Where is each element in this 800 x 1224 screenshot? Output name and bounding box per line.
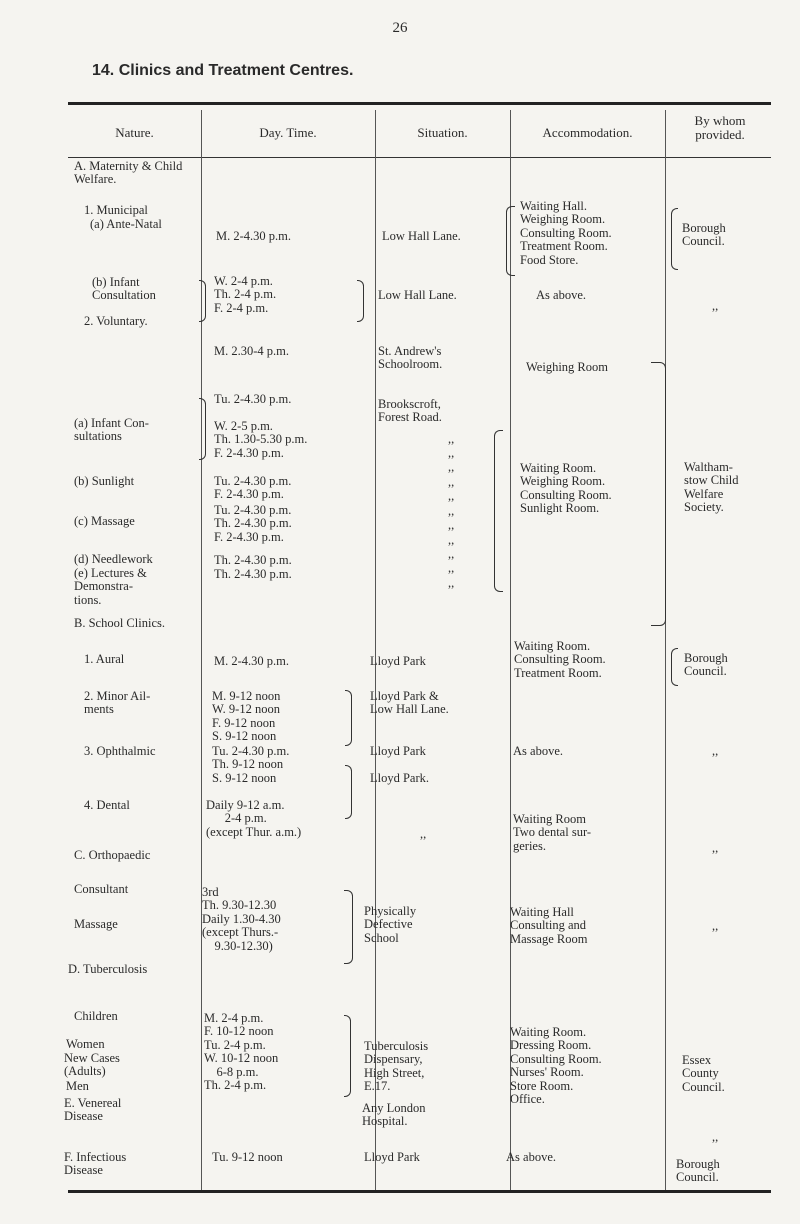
- b3-situation: Lloyd Park Lloyd Park.: [370, 744, 430, 785]
- f-accommodation: As above.: [506, 1150, 556, 1164]
- b4-label: 4. Dental: [84, 798, 130, 812]
- column-header-nature: Nature.: [115, 125, 154, 140]
- a2c-time: Tu. 2-4.30 p.m. Th. 2-4.30 p.m. F. 2-4.30 p.m.: [214, 503, 292, 544]
- brace: [506, 206, 515, 276]
- a1a-situation: Low Hall Lane.: [382, 229, 461, 243]
- b3-time: Tu. 2-4.30 p.m. Th. 9-12 noon S. 9-12 noon: [212, 744, 290, 785]
- c-situation: Physically Defective School: [364, 904, 417, 945]
- b4-time: Daily 9-12 a.m. 2-4 p.m. (except Thur. a.m.): [206, 798, 302, 839]
- a2d-time: Th. 2-4.30 p.m.: [214, 553, 292, 567]
- ditto: ,,: [448, 518, 455, 532]
- f-time: Tu. 9-12 noon: [212, 1150, 283, 1164]
- a1b-provided: ,,: [712, 299, 719, 313]
- column-divider: [665, 110, 666, 1190]
- brace: [357, 280, 364, 322]
- brace: [345, 690, 352, 746]
- brace: [199, 398, 206, 460]
- c-massage-label: Massage: [74, 917, 118, 931]
- a2-accommodation-2: Waiting Room. Weighing Room. Consulting Room. Sunlight Room.: [520, 461, 612, 516]
- d-situation: Tuberculosis Dispensary, High Street, E.17.: [364, 1039, 429, 1094]
- brace: [199, 280, 206, 322]
- a2a-label: (a) Infant Con- sultations: [74, 416, 149, 444]
- b-accommodation: Waiting Room. Consulting Room. Treatment Room.: [514, 639, 606, 680]
- b4-accommodation: Waiting Room Two dental sur- geries.: [513, 812, 592, 853]
- a2e-label: (e) Lectures & Demonstra- tions.: [74, 566, 147, 607]
- a1b-accommodation: As above.: [536, 288, 586, 302]
- ditto: ,,: [448, 475, 455, 489]
- a2-accommodation-1: Weighing Room: [526, 360, 608, 374]
- b2-label: 2. Minor Ail- ments: [84, 689, 151, 717]
- a2-time-1: M. 2.30-4 p.m.: [214, 344, 289, 358]
- a2c-label: (c) Massage: [74, 514, 135, 528]
- c-time: 3rd Th. 9.30-12.30 Daily 1.30-4.30 (except Thurs.- 9.30-12.30): [202, 885, 281, 953]
- column-divider: [375, 110, 376, 1190]
- b1-label: 1. Aural: [84, 652, 125, 666]
- c-provided: ,,: [712, 919, 719, 933]
- d-provided: Essex County Council.: [682, 1053, 725, 1094]
- a1b-situation: Low Hall Lane.: [378, 288, 457, 302]
- a2e-time: Th. 2-4.30 p.m.: [214, 567, 292, 581]
- ditto: ,,: [448, 561, 455, 575]
- d-newcases-label: New Cases (Adults): [64, 1051, 120, 1079]
- brace: [345, 765, 352, 819]
- b4-situation: ,,: [420, 827, 427, 841]
- ditto: ,,: [448, 533, 455, 547]
- b-provided: Borough Council.: [684, 651, 728, 679]
- a2-provided: Waltham- stow Child Welfare Society.: [684, 460, 739, 515]
- d-men-label: Men: [66, 1079, 89, 1093]
- a2b-time: Tu. 2-4.30 p.m. F. 2-4.30 p.m.: [214, 474, 292, 502]
- c-consultant-label: Consultant: [74, 882, 129, 896]
- a2-situation-1: St. Andrew's Schoolroom.: [378, 344, 443, 372]
- section-d-label: D. Tuberculosis: [68, 962, 148, 976]
- ditto: ,,: [448, 432, 455, 446]
- section-e-label: E. Venereal Disease: [64, 1096, 122, 1124]
- ditto: ,,: [448, 460, 455, 474]
- a1b-label: (b) Infant Consultation: [92, 275, 156, 303]
- b3-accommodation: As above.: [513, 744, 563, 758]
- bottom-rule: [68, 1190, 771, 1193]
- brace: [344, 1015, 351, 1097]
- a1a-time: M. 2-4.30 p.m.: [216, 229, 291, 243]
- d-women-label: Women: [66, 1037, 105, 1051]
- page-title: 14. Clinics and Treatment Centres.: [92, 62, 354, 79]
- b2-situation: Lloyd Park & Low Hall Lane.: [370, 689, 449, 717]
- b1-time: M. 2-4.30 p.m.: [214, 654, 289, 668]
- brace: [344, 890, 353, 964]
- e-situation: Any London Hospital.: [362, 1101, 426, 1129]
- section-a-label: A. Maternity & Child Welfare.: [74, 159, 183, 187]
- a2d-label: (d) Needlework: [74, 552, 153, 566]
- a2-label: 2. Voluntary.: [84, 314, 148, 328]
- a2a-time: Tu. 2-4.30 p.m. W. 2-5 p.m. Th. 1.30-5.30 p.m. F. 2-4.30 p.m.: [214, 392, 308, 460]
- b3-provided: ,,: [712, 744, 719, 758]
- column-header-day-time: Day. Time.: [259, 125, 317, 140]
- ditto: ,,: [448, 576, 455, 590]
- brace: [671, 208, 678, 270]
- brace: [671, 648, 678, 686]
- section-c-label: C. Orthopaedic: [74, 848, 151, 862]
- b1-situation: Lloyd Park: [370, 654, 426, 668]
- a1a-provided: Borough Council.: [682, 221, 726, 249]
- ditto: ,,: [448, 504, 455, 518]
- column-header-accommodation: Accommodation.: [542, 125, 633, 140]
- ditto: ,,: [448, 489, 455, 503]
- column-header-provided-by: By whom provided.: [694, 113, 746, 142]
- f-provided: Borough Council.: [676, 1157, 720, 1185]
- a1a-label: (a) Ante-Natal: [90, 217, 162, 231]
- b2-time: M. 9-12 noon W. 9-12 noon F. 9-12 noon S. 9-12 noon: [212, 689, 281, 744]
- d-children-label: Children: [74, 1009, 118, 1023]
- section-b-label: B. School Clinics.: [74, 616, 165, 630]
- column-divider: [201, 110, 202, 1190]
- column-header-situation: Situation.: [417, 125, 468, 140]
- a2-situation-2: Brookscroft, Forest Road.: [378, 397, 442, 425]
- d-time: M. 2-4 p.m. F. 10-12 noon Tu. 2-4 p.m. W. 10-12 noon 6-8 p.m. Th. 2-4 p.m.: [204, 1011, 279, 1093]
- a2b-label: (b) Sunlight: [74, 474, 135, 488]
- ditto: ,,: [448, 446, 455, 460]
- b3-label: 3. Ophthalmic: [84, 744, 156, 758]
- b4-provided: ,,: [712, 841, 719, 855]
- f-situation: Lloyd Park: [364, 1150, 420, 1164]
- e-provided: ,,: [712, 1130, 719, 1144]
- d-accommodation: Waiting Room. Dressing Room. Consulting Room. Nurses' Room. Store Room. Office.: [510, 1025, 602, 1107]
- brace: [651, 362, 666, 626]
- a1b-time: W. 2-4 p.m. Th. 2-4 p.m. F. 2-4 p.m.: [214, 274, 277, 315]
- c-accommodation: Waiting Hall Consulting and Massage Room: [510, 905, 588, 946]
- top-rule: [68, 102, 771, 105]
- ditto: ,,: [448, 547, 455, 561]
- page-number: 26: [392, 20, 408, 36]
- brace: [494, 430, 503, 592]
- a1a-accommodation: Waiting Hall. Weighing Room. Consulting Room. Treatment Room. Food Store.: [520, 199, 612, 267]
- a1-label: 1. Municipal: [84, 203, 148, 217]
- section-f-label: F. Infectious Disease: [64, 1150, 127, 1178]
